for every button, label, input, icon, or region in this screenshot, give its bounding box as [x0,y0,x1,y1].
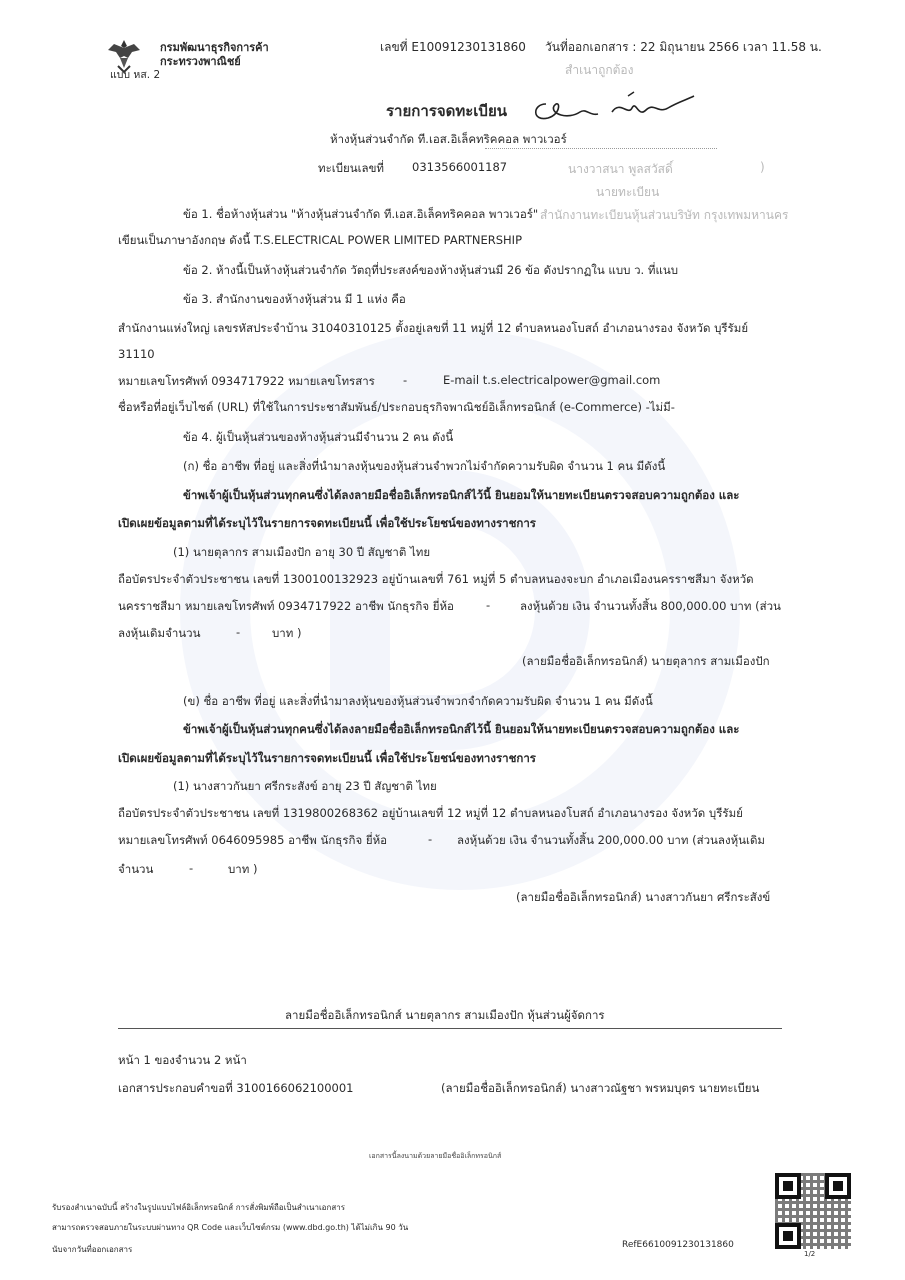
partner-b-original-label: จำนวน [118,862,154,876]
issue-date: วันที่ออกเอกสาร : 22 มิถุนายน 2566 เวลา 11.58 น. [545,40,822,54]
partner-a-brand-dash: - [486,598,491,612]
clause-2: ข้อ 2. ห้างนี้เป็นห้างหุ้นส่วนจำกัด วัตถุที่ประสงค์ของห้างหุ้นส่วนมี 26 ข้อ ดังปรากฏใน แบบ ว. ที่แนบ [183,263,679,277]
partner-b-consent-line-1: ข้าพเจ้าผู้เป็นหุ้นส่วนทุกคนซึ่งได้ลงลายมือชื่ออิเล็กทรอนิกส์ไว้นี้ ยินยอมให้นายทะเบียนตรวจสอบความถูกต้อง และ [183,722,740,736]
footer-certification-line-3: นับจากวันที่ออกเอกสาร [52,1245,133,1254]
page-fraction: 1/2 [804,1250,816,1258]
phone-number: หมายเลขโทรศัพท์ 0934717922 หมายเลขโทรสาร [118,374,375,388]
qr-finder-pattern [775,1223,801,1249]
partner-b-e-signature: (ลายมือชื่ออิเล็กทรอนิกส์) นางสาวกันยา ศรีกระสังข์ [516,890,771,904]
partner-b-phone-occupation: หมายเลขโทรศัพท์ 0646095985 อาชีพ นักธุรกิจ ยี่ห้อ [118,833,388,847]
fax-number: - [403,373,408,387]
registration-number: 0313566001187 [412,160,508,174]
partner-a-original-label: ลงหุ้นเดิมจำนวน [118,626,201,640]
partner-a-id-address: ถือบัตรประจำตัวประชาชน เลขที่ 1300100132923 อยู่บ้านเลขที่ 761 หมู่ที่ 5 ตำบลหนองจะบก อำเภอเมืองนครราชสีมา จังหวัด [118,572,754,586]
certified-copy-mark: สำเนาถูกต้อง [565,63,634,77]
partner-a-investment: ลงหุ้นด้วย เงิน จำนวนทั้งสิ้น 800,000.00 บาท (ส่วน [520,599,781,613]
form-code: แบบ หส. 2 [110,69,161,81]
partner-b-investment: ลงหุ้นด้วย เงิน จำนวนทั้งสิ้น 200,000.00 บาท (ส่วนลงหุ้นเดิม [457,833,765,847]
clause-3: ข้อ 3. สำนักงานของห้างหุ้นส่วน มี 1 แห่ง คือ [183,292,406,306]
reference-number: RefE6610091230131860 [622,1240,734,1250]
partner-a-e-signature: (ลายมือชื่ออิเล็กทรอนิกส์) นายตุลากร สามเมืองปัก [522,654,770,668]
registrar-e-signature: (ลายมือชื่ออิเล็กทรอนิกส์) นางสาวณัฐชา พรหมบุตร นายทะเบียน [441,1081,760,1095]
registrar-signature [528,86,698,128]
partner-a-consent-line-2: เปิดเผยข้อมูลตามที่ได้ระบุไว้ในรายการจดทะเบียนนี้ เพื่อใช้ประโยชน์ของทางราชการ [118,516,536,530]
partner-a-phone-occupation: นครราชสีมา หมายเลขโทรศัพท์ 0934717922 อาชีพ นักธุรกิจ ยี่ห้อ [118,599,454,613]
partner-b-person: (1) นางสาวกันยา ศรีกระสังข์ อายุ 23 ปี สัญชาติ ไทย [173,779,437,793]
partner-a-original-unit: บาท ) [272,626,302,640]
head-office-address: สำนักงานแห่งใหญ่ เลขรหัสประจำบ้าน 31040310125 ตั้งอยู่เลขที่ 11 หมู่ที่ 12 ตำบลหนองโบสถ์ อำเภอนางรอง จังหวัด บุรีรัมย์ [118,321,749,335]
website-line: ชื่อหรือที่อยู่เว็บไซต์ (URL) ที่ใช้ในการประชาสัมพันธ์/ประกอบธุรกิจพาณิชย์อิเล็กทรอนิกส์ (e-Commerce) -ไม่มี- [118,400,675,414]
signature-divider [118,1028,782,1029]
registrar-close-paren: ) [760,160,765,174]
clause-1: ข้อ 1. ชื่อห้างหุ้นส่วน "ห้างหุ้นส่วนจำกัด ที.เอส.อิเล็คทริคคอล พาวเวอร์" [183,207,539,221]
qr-finder-pattern [825,1173,851,1199]
postal-code: 31110 [118,347,155,361]
registration-label: ทะเบียนเลขที่ [318,161,385,175]
company-name-line: ห้างหุ้นส่วนจำกัด ที.เอส.อิเล็คทริคคอล พาวเวอร์ [330,132,567,146]
page-title: รายการจดทะเบียน [386,102,507,120]
clause-1-english-name: เขียนเป็นภาษาอังกฤษ ดังนี้ T.S.ELECTRICAL POWER LIMITED PARTNERSHIP [118,233,523,247]
qr-finder-pattern [775,1173,801,1199]
footer-certification-line-2: สามารถตรวจสอบภายในระบบผ่านทาง QR Code และเว็บไซต์กรม (www.dbd.go.th) ได้ไม่เกิน 90 วัน [52,1223,409,1232]
managing-partner-signature: ลายมือชื่ออิเล็กทรอนิกส์ นายตุลากร สามเมืองปัก หุ้นส่วนผู้จัดการ [285,1008,605,1022]
clause-4: ข้อ 4. ผู้เป็นหุ้นส่วนของห้างหุ้นส่วนมีจำนวน 2 คน ดังนี้ [183,430,454,444]
qr-code[interactable] [775,1173,851,1249]
partner-a-consent-line-1: ข้าพเจ้าผู้เป็นหุ้นส่วนทุกคนซึ่งได้ลงลายมือชื่ออิเล็กทรอนิกส์ไว้นี้ ยินยอมให้นายทะเบียนตรวจสอบความถูกต้อง และ [183,488,740,502]
partner-a-heading: (ก) ชื่อ อาชีพ ที่อยู่ และสิ่งที่นำมาลงหุ้นของหุ้นส่วนจำพวกไม่จำกัดความรับผิด จำนวน 1 คน มีดังนี้ [183,459,666,473]
partner-b-original-unit: บาท ) [228,862,258,876]
supporting-document-number: เอกสารประกอบคำขอที่ 3100166062100001 [118,1081,354,1095]
email-address: E-mail t.s.electricalpower@gmail.com [443,373,661,387]
signature-dotted-line [485,148,717,149]
footer-certification-line-1: รับรองสำเนาฉบับนี้ สร้างในรูปแบบไฟล์อิเล็กทรอนิกส์ การสั่งพิมพ์ถือเป็นสำเนาเอกสาร [52,1203,345,1212]
registrar-name: นางวาสนา พูลสวัสดิ์ [568,162,673,176]
partner-b-consent-line-2: เปิดเผยข้อมูลตามที่ได้ระบุไว้ในรายการจดทะเบียนนี้ เพื่อใช้ประโยชน์ของทางราชการ [118,751,536,765]
partner-b-original-dash: - [189,861,194,875]
partner-a-original-dash: - [236,625,241,639]
document-number: เลขที่ E10091230131860 [380,40,526,54]
registrar-title: นายทะเบียน [596,185,660,199]
ministry-name: กระทรวงพาณิชย์ [160,55,241,68]
registrar-office: สำนักงานทะเบียนหุ้นส่วนบริษัท กรุงเทพมหานคร [540,208,789,222]
partner-b-brand-dash: - [428,832,433,846]
partner-b-id-address: ถือบัตรประจำตัวประชาชน เลขที่ 1319800268362 อยู่บ้านเลขที่ 12 หมู่ที่ 12 ตำบลหนองโบสถ์ อำเภอนางรอง จังหวัด บุรีรัมย์ [118,806,743,820]
partner-a-person: (1) นายตุลากร สามเมืองปัก อายุ 30 ปี สัญชาติ ไทย [173,545,431,559]
page-info: หน้า 1 ของจำนวน 2 หน้า [118,1053,247,1067]
department-name: กรมพัฒนาธุรกิจการค้า [160,41,269,54]
e-signature-note: เอกสารนี้ลงนามด้วยลายมือชื่ออิเล็กทรอนิกส์ [369,1152,502,1160]
partner-b-heading: (ข) ชื่อ อาชีพ ที่อยู่ และสิ่งที่นำมาลงหุ้นของหุ้นส่วนจำพวกจำกัดความรับผิด จำนวน 1 คน มีดังนี้ [183,694,653,708]
